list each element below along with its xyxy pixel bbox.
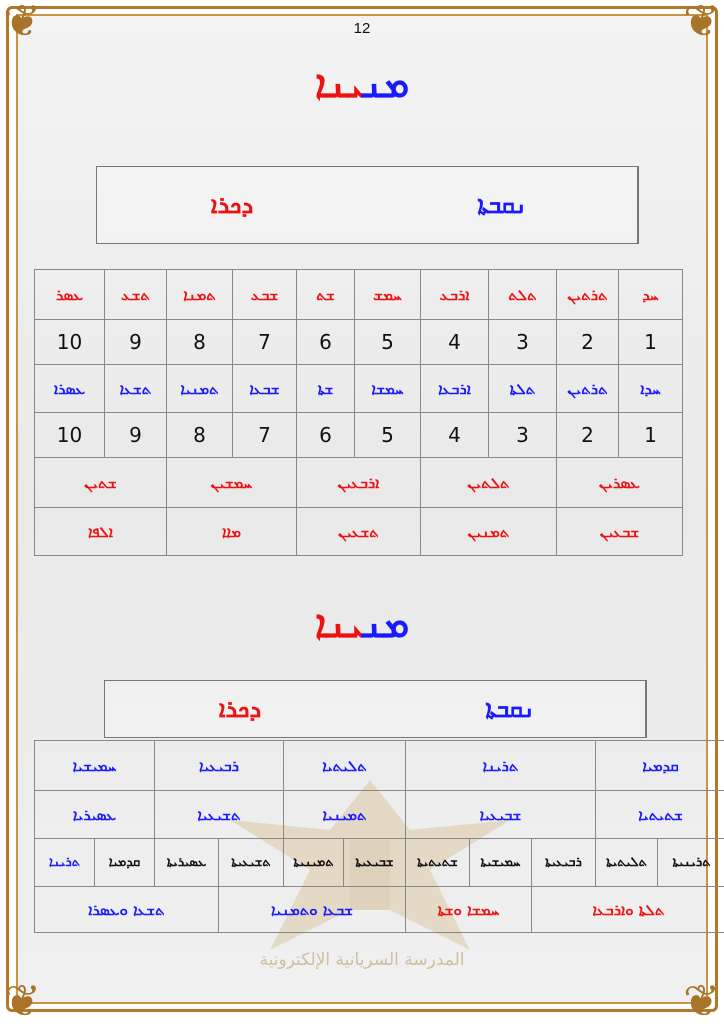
digit-6b: 6 [297,413,355,458]
ornament-top-left-icon: ❦ [4,0,41,44]
ord-5: ܚܡܝܫܝܐ [35,741,155,791]
digit-3b: 3 [489,413,557,458]
ord-small-2: ܬܪܝܢܝܬܐ [658,839,724,887]
masc-1: ܚܕܐ [619,365,683,413]
section1-header-feminine: ܢܩܒܬܐ [367,167,638,243]
ornament-top-right-icon: ❦ [683,0,720,44]
compound-3: ܫܒܥܐ ܘܬܡܢܝܐ [219,887,406,933]
section1-title [0,62,724,107]
section1-header-masculine: ܕܟܪܐ [97,167,367,243]
ord-small-3: ܬܠܝܬܝܬܐ [596,839,658,887]
fem-7: ܫܒܥ [233,270,297,320]
masc-2: ܬܪܬܝܢ [557,365,619,413]
ord-small-5: ܚܡܝܫܝܬܐ [470,839,532,887]
masc-8: ܬܡܢܝܐ [167,365,233,413]
ord-small-8: ܬܡܝܢܝܬܐ [284,839,344,887]
ord-10: ܥܣܝܪܝܐ [35,791,155,839]
ornament-bottom-right-icon: ❦ [683,980,720,1024]
fem-9: ܬܫܥ [105,270,167,320]
section2-header-masculine: ܕܟܪܐ [105,681,375,737]
digit-10: 10 [35,320,105,365]
ord-4: ܪܒܝܥܝܐ [155,741,284,791]
ord-small-10: ܥܣܝܪܝܬܐ [155,839,219,887]
fem-6: ܫܬ [297,270,355,320]
row-masculine [35,365,683,413]
ord-row-1 [35,741,724,791]
section2-title-blue: ܡܢ [362,602,409,646]
masc-5: ܚܡܫܐ [355,365,421,413]
ord-9: ܬܫܝܥܝܐ [155,791,284,839]
digit-10b: 10 [35,413,105,458]
digit-2: 2 [557,320,619,365]
tens-6: ܫܒܥܝܢ [557,508,683,556]
digit-6: 6 [297,320,355,365]
tens-10: ܐܠܦܐ [35,508,167,556]
section2-header-box [104,680,647,738]
ord-3: ܬܠܝܬܝܐ [284,741,406,791]
digit-5: 5 [355,320,421,365]
masc-7: ܫܒܥܐ [233,365,297,413]
tens-5: ܫܬܝܢ [35,458,167,508]
compound-2: ܚܡܫܐ ܘܫܬܐ [406,887,532,933]
section1-header-box [96,166,639,244]
row-digits-2 [35,413,683,458]
digit-8b: 8 [167,413,233,458]
tens-3: ܐܪܒܥܝܢ [297,458,421,508]
section2-title [0,602,724,647]
ord-small-11: ܩܕܡܝܐ [95,839,155,887]
fem-10: ܥܣܪ [35,270,105,320]
fem-1: ܚܕ [619,270,683,320]
page-number: 12 [0,20,724,37]
digit-8: 8 [167,320,233,365]
row-feminine [35,270,683,320]
fem-8: ܬܡܢܐ [167,270,233,320]
ord-1: ܩܕܡܝܐ [596,741,724,791]
tens-7: ܬܡܢܝܢ [421,508,557,556]
fem-2: ܬܪܬܝܢ [557,270,619,320]
masc-10: ܥܣܪܐ [35,365,105,413]
tens-9: ܡܐܐ [167,508,297,556]
digit-4b: 4 [421,413,489,458]
ord-7: ܫܒܝܥܝܐ [406,791,596,839]
section1-numbers-table [34,269,683,556]
ord-small-9: ܬܫܝܥܝܬܐ [219,839,284,887]
digit-9b: 9 [105,413,167,458]
row-tens-2 [35,508,683,556]
row-tens-1 [35,458,683,508]
digit-7b: 7 [233,413,297,458]
section2-title-red: ܝܢܐ [315,602,363,646]
tens-2: ܬܠܬܝܢ [421,458,557,508]
ord-small-12: ܬܪܝܢܐ [35,839,95,887]
section1-title-red: ܝܢܐ [315,62,363,106]
row-digits-1 [35,320,683,365]
digit-2b: 2 [557,413,619,458]
masc-4: ܐܪܒܥܐ [421,365,489,413]
ord-small-7: ܫܒܝܥܝܬܐ [344,839,406,887]
masc-9: ܬܫܥܐ [105,365,167,413]
ord-small-4: ܪܒܝܥܝܬܐ [532,839,596,887]
tens-4: ܚܡܫܝܢ [167,458,297,508]
ord-small-row [35,839,724,887]
section1-title-blue: ܡܢ [362,62,409,106]
ord-6: ܫܬܝܬܝܐ [596,791,724,839]
section2-ordinals-table [34,740,724,933]
digit-3: 3 [489,320,557,365]
masc-3: ܬܠܬܐ [489,365,557,413]
masc-6: ܫܬܐ [297,365,355,413]
digit-1b: 1 [619,413,683,458]
digit-7: 7 [233,320,297,365]
ord-2: ܬܪܝܢܐ [406,741,596,791]
digit-9: 9 [105,320,167,365]
digit-4: 4 [421,320,489,365]
tens-1: ܥܣܪܝܢ [557,458,683,508]
digit-1: 1 [619,320,683,365]
ord-small-6: ܫܬܝܬܝܬܐ [406,839,470,887]
compound-4: ܬܫܥܐ ܘܥܣܪܐ [35,887,219,933]
fem-4: ܐܪܒܥ [421,270,489,320]
tens-8: ܬܫܥܝܢ [297,508,421,556]
fem-3: ܬܠܬ [489,270,557,320]
fem-5: ܚܡܫ [355,270,421,320]
ord-last-row [35,887,724,933]
section2-header-feminine: ܢܩܒܬܐ [375,681,646,737]
digit-5b: 5 [355,413,421,458]
school-name-watermark: المدرسة السريانية الإلكترونية [0,950,724,970]
ord-row-2 [35,791,724,839]
compound-1: ܬܠܬܐ ܘܐܪܒܥܐ [532,887,724,933]
ord-8: ܬܡܝܢܝܐ [284,791,406,839]
ornament-bottom-left-icon: ❦ [4,980,41,1024]
